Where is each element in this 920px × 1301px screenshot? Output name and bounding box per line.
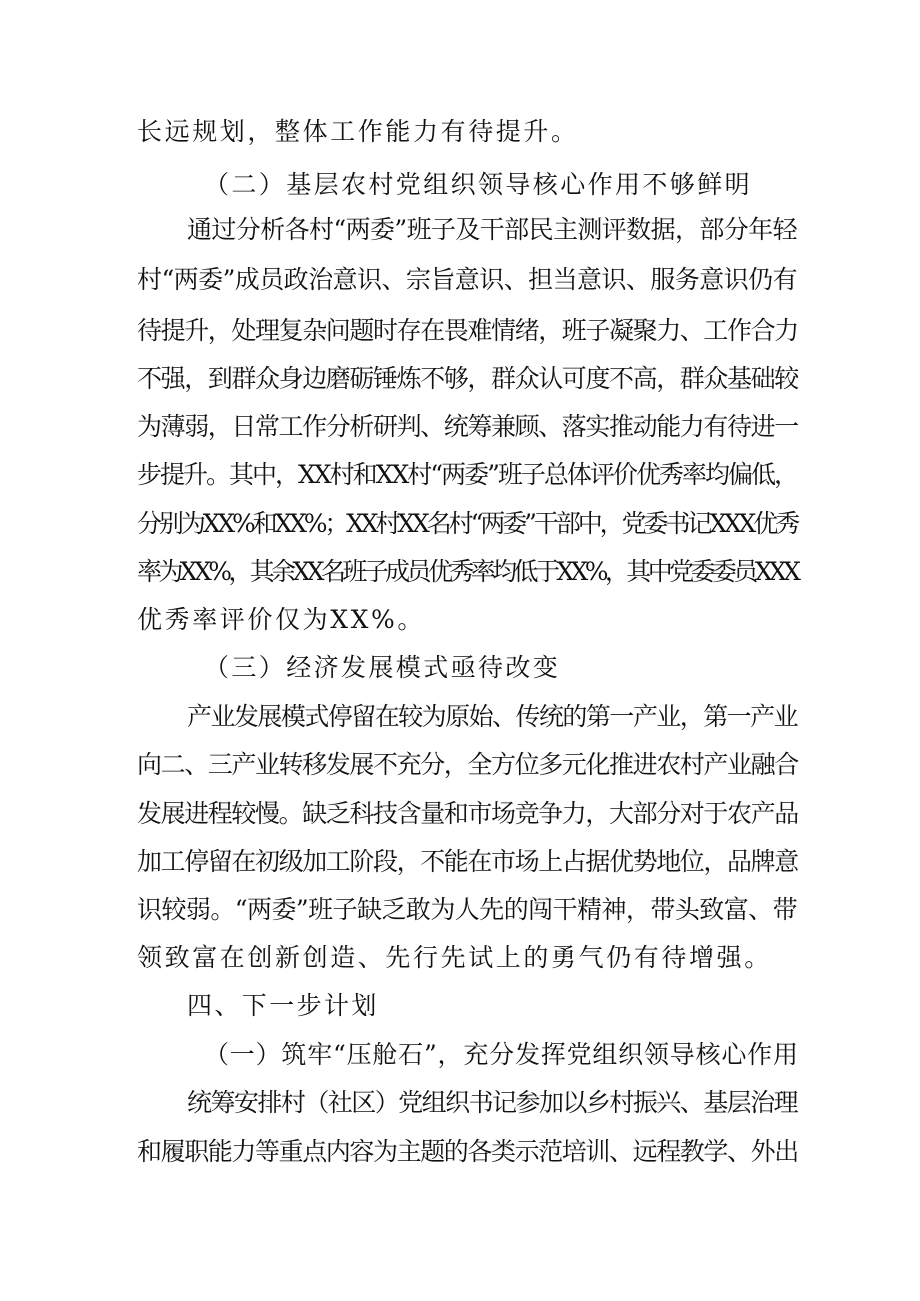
paragraph-line: 识较弱。“两委”班子缺乏敢为人先的闯干精神，带头致富、带 xyxy=(137,895,797,924)
paragraph-line: 通过分析各村“两委”班子及干部民主测评数据，部分年轻 xyxy=(187,215,797,244)
paragraph-line: 产业发展模式停留在较为原始、传统的第一产业，第一产业 xyxy=(187,702,797,731)
paragraph-line: 率为XX%，其余XX名班子成员优秀率均低于XX%，其中党委委员XXX xyxy=(137,557,798,586)
paragraph-line: 优秀率评价仅为XX%。 xyxy=(137,605,425,634)
paragraph-line: 领致富在创新创造、先行先试上的勇气仍有待增强。 xyxy=(137,943,772,972)
paragraph-line: 统筹安排村（社区）党组织书记参加以乡村振兴、基层治理 xyxy=(187,1088,797,1117)
paragraph-line: 不强，到群众身边磨砺锤炼不够，群众认可度不高，群众基础较 xyxy=(137,364,798,393)
paragraph-line: 村“两委”成员政治意识、宗旨意识、担当意识、服务意识仍有 xyxy=(137,265,797,294)
paragraph-line: 步提升。其中，XX村和XX村“两委”班子总体评价优秀率均偏低， xyxy=(137,460,797,489)
paragraph-line: 发展进程较慢。缺乏科技含量和市场竞争力，大部分对于农产品 xyxy=(137,799,798,828)
sub-heading-4-1: （一）筑牢“压舱石”，充分发挥党组织领导核心作用 xyxy=(204,1040,799,1069)
paragraph-line: 分别为XX%和XX%；XX村XX名村“两委”干部中，党委书记XXX优秀 xyxy=(137,509,797,538)
section-heading-4: 四、下一步计划 xyxy=(187,991,379,1020)
paragraph-line: 待提升，处理复杂问题时存在畏难情绪，班子凝聚力、工作合力 xyxy=(137,316,798,345)
paragraph-line: 为薄弱，日常工作分析研判、统筹兼顾、落实推动能力有待进一 xyxy=(137,412,798,441)
paragraph-line: 向二、三产业转移发展不充分，全方位多元化推进农村产业融合 xyxy=(137,750,798,779)
sub-heading-2: （二）基层农村党组织领导核心作用不够鲜明 xyxy=(204,170,753,199)
text-line: 长远规划，整体工作能力有待提升。 xyxy=(137,117,579,146)
paragraph-line: 加工停留在初级加工阶段，不能在市场上占据优势地位，品牌意 xyxy=(137,847,798,876)
paragraph-line: 和履职能力等重点内容为主题的各类示范培训、远程教学、外出 xyxy=(137,1137,798,1166)
sub-heading-3: （三）经济发展模式亟待改变 xyxy=(204,653,561,682)
